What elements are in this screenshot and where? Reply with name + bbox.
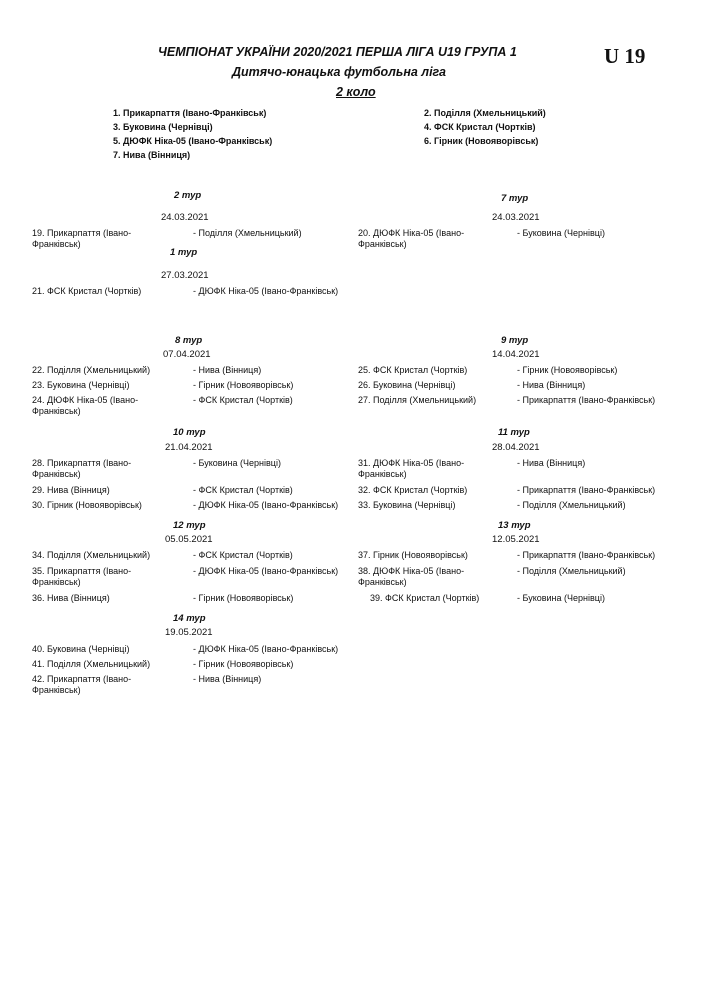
tur-label: 11 тур: [498, 427, 530, 438]
away-team: - ФСК Кристал (Чортків): [193, 485, 293, 495]
tur-label: 13 тур: [498, 520, 531, 531]
home-team: 25. ФСК Кристал (Чортків): [358, 365, 468, 375]
match-date: 21.04.2021: [165, 442, 213, 453]
home-team: 21. ФСК Кристал (Чортків): [32, 286, 142, 296]
team-item: 5. ДЮФК Ніка-05 (Івано-Франківськ): [113, 136, 273, 146]
match-date: 05.05.2021: [165, 534, 213, 545]
home-team: 35. Прикарпаття (Івано-Франківськ): [32, 566, 132, 587]
away-team: - ФСК Кристал (Чортків): [193, 395, 293, 405]
home-team: 23. Буковина (Чернівці): [32, 380, 130, 390]
match-date: 27.03.2021: [161, 270, 209, 281]
home-team: 32. ФСК Кристал (Чортків): [358, 485, 468, 495]
home-team: 29. Нива (Вінниця): [32, 485, 110, 495]
tur-label: 8 тур: [175, 335, 203, 346]
home-team: 27. Поділля (Хмельницький): [358, 395, 477, 405]
team-item: 3. Буковина (Чернівці): [113, 122, 213, 132]
away-team: - Нива (Вінниця): [517, 380, 586, 390]
match-date: 28.04.2021: [492, 442, 540, 453]
away-team: - ФСК Кристал (Чортків): [193, 550, 293, 560]
home-team: 30. Гірник (Новояворівськ): [32, 500, 142, 510]
tur-label: 9 тур: [501, 335, 529, 346]
team-item: 1. Прикарпаття (Івано-Франківськ): [113, 108, 267, 118]
home-team: 26. Буковина (Чернівці): [358, 380, 456, 390]
home-team: 33. Буковина (Чернівці): [358, 500, 456, 510]
away-team: - Гірник (Новояворівськ): [193, 380, 294, 390]
page-title: ЧЕМПІОНАТ УКРАЇНИ 2020/2021 ПЕРША ЛІГА U19 ГРУПА 1: [158, 45, 517, 59]
round-label: 2 коло: [336, 85, 376, 99]
away-team: - Гірник (Новояворівськ): [193, 659, 294, 669]
team-item: 6. Гірник (Новояворівськ): [424, 136, 539, 146]
away-team: - Буковина (Чернівці): [517, 228, 605, 238]
away-team: - Поділля (Хмельницький): [193, 228, 302, 238]
tur-label: 1 тур: [170, 247, 198, 258]
tur-label: 2 тур: [174, 190, 202, 201]
away-team: - Гірник (Новояворівськ): [517, 365, 618, 375]
away-team: - Буковина (Чернівці): [517, 593, 605, 603]
tur-label: 12 тур: [173, 520, 206, 531]
match-date: 19.05.2021: [165, 627, 213, 638]
match-date: 12.05.2021: [492, 534, 540, 545]
away-team: - Нива (Вінниця): [193, 365, 262, 375]
team-item: 7. Нива (Вінниця): [113, 150, 191, 160]
league-name: Дитячо-юнацька футбольна ліга: [232, 65, 447, 79]
home-team: 36. Нива (Вінниця): [32, 593, 110, 603]
match-date: 14.04.2021: [492, 349, 540, 360]
away-team: - Нива (Вінниця): [517, 458, 586, 468]
home-team: 39. ФСК Кристал (Чортків): [370, 593, 480, 603]
tur-label: 14 тур: [173, 613, 206, 624]
team-item: 4. ФСК Кристал (Чортків): [424, 122, 536, 132]
home-team: 40. Буковина (Чернівці): [32, 644, 130, 654]
away-team: - ДЮФК Ніка-05 (Івано-Франківськ): [193, 566, 339, 576]
away-team: - Прикарпаття (Івано-Франківськ): [517, 395, 656, 405]
away-team: - ДЮФК Ніка-05 (Івано-Франківськ): [193, 500, 339, 510]
away-team: - Буковина (Чернівці): [193, 458, 281, 468]
home-team: 19. Прикарпаття (Івано-Франківськ): [32, 228, 132, 249]
home-team: 31. ДЮФК Ніка-05 (Івано-Франківськ): [358, 458, 465, 479]
home-team: 41. Поділля (Хмельницький): [32, 659, 151, 669]
home-team: 34. Поділля (Хмельницький): [32, 550, 151, 560]
away-team: - ДЮФК Ніка-05 (Івано-Франківськ): [193, 286, 339, 296]
away-team: - ДЮФК Ніка-05 (Івано-Франківськ): [193, 644, 339, 654]
home-team: 24. ДЮФК Ніка-05 (Івано-Франківськ): [32, 395, 139, 416]
away-team: - Поділля (Хмельницький): [517, 566, 626, 576]
tur-label: 7 тур: [501, 193, 529, 204]
away-team: - Прикарпаття (Івано-Франківськ): [517, 550, 656, 560]
tur-label: 10 тур: [173, 427, 206, 438]
home-team: 38. ДЮФК Ніка-05 (Івано-Франківськ): [358, 566, 465, 587]
match-date: 24.03.2021: [492, 212, 540, 223]
match-date: 07.04.2021: [163, 349, 211, 360]
team-item: 2. Поділля (Хмельницький): [424, 108, 546, 118]
away-team: - Нива (Вінниця): [193, 674, 262, 684]
match-date: 24.03.2021: [161, 212, 209, 223]
home-team: 37. Гірник (Новояворівськ): [358, 550, 468, 560]
home-team: 20. ДЮФК Ніка-05 (Івано-Франківськ): [358, 228, 465, 249]
home-team: 22. Поділля (Хмельницький): [32, 365, 151, 375]
home-team: 28. Прикарпаття (Івано-Франківськ): [32, 458, 132, 479]
away-team: - Гірник (Новояворівськ): [193, 593, 294, 603]
home-team: 42. Прикарпаття (Івано-Франківськ): [32, 674, 132, 695]
away-team: - Поділля (Хмельницький): [517, 500, 626, 510]
age-badge: U 19: [604, 44, 646, 68]
away-team: - Прикарпаття (Івано-Франківськ): [517, 485, 656, 495]
